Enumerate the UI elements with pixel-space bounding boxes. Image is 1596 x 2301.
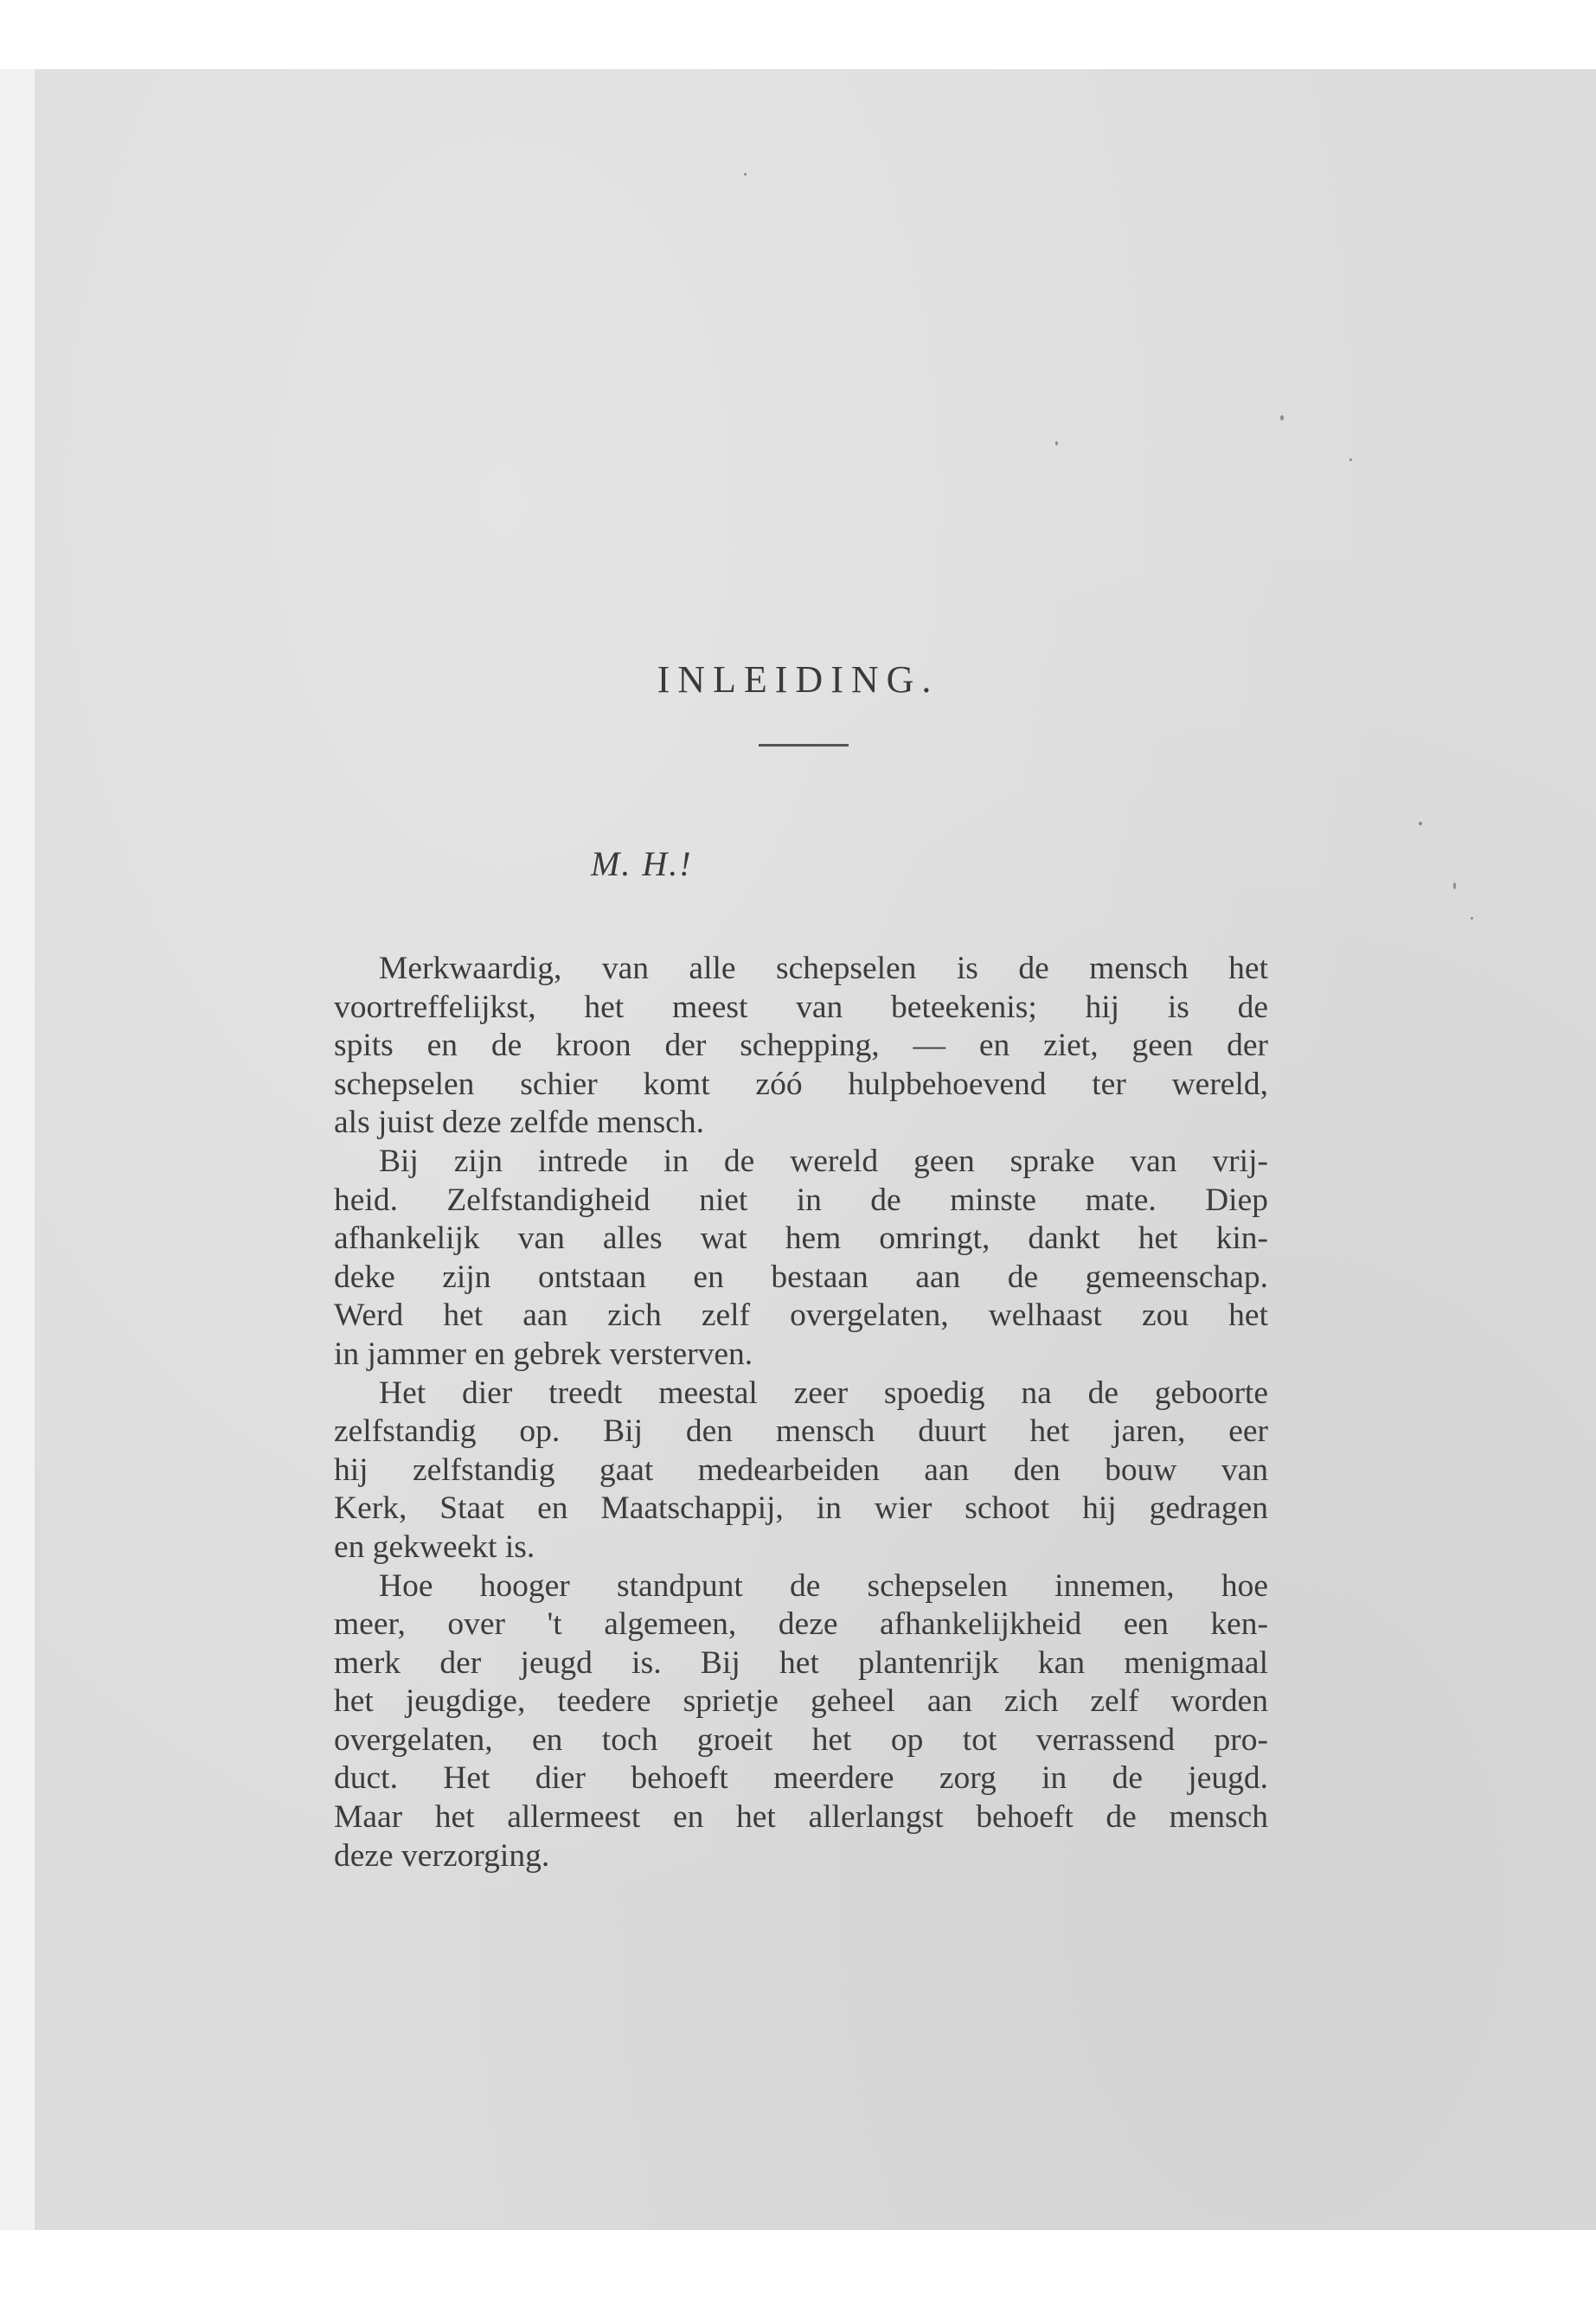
text-line: Hoe hooger standpunt de schepselen innemen, hoe [379,1567,1268,1604]
paper-speck [1280,415,1284,420]
paper-speck [1055,441,1058,445]
text-line: Kerk, Staat en Maatschappij, in wier schoot hij gedragen [334,1490,1268,1527]
paper-speck [1349,458,1352,461]
text-line: Merkwaardig, van alle schepselen is de mensch het [379,951,1268,986]
paper-speck [1453,882,1456,889]
text-line: deke zijn ontstaan en bestaan aan de gemeenschap. [334,1259,1268,1295]
heading-rule [759,744,849,747]
paper-speck [1419,822,1422,825]
text-line: voortreffelijkst, het meest van beteekenis; hij is de [334,989,1268,1025]
section-heading: INLEIDING. [657,658,939,701]
paper-speck [744,173,747,176]
text-line: heid. Zelfstandigheid niet in de minste mate. Diep [334,1182,1268,1218]
text-line: en gekweekt is. [334,1529,535,1565]
text-line: Maar het allermeest en het allerlangst behoeft de mensch [334,1799,1268,1836]
text-line: zelfstandig op. Bij den mensch duurt het jaren, eer [334,1413,1268,1450]
text-line: Werd het aan zich zelf overgelaten, welhaast zou het [334,1298,1268,1334]
paragraph [334,1375,1268,1567]
text-line: overgelaten, en toch groeit het op tot verrassend pro- [334,1721,1268,1758]
scan-margin [0,69,35,2230]
paragraph [334,1567,1268,1876]
text-line: meer, over 't algemeen, deze afhankelijkheid een ken- [334,1606,1268,1643]
text-line: spits en de kroon der schepping, — en ziet, geen der [334,1028,1268,1064]
paragraph [334,1143,1268,1375]
text-line: als juist deze zelfde mensch. [334,1105,704,1141]
text-line: merk der jeugd is. Bij het plantenrijk kan menigmaal [334,1644,1268,1681]
text-line: het jeugdige, teedere sprietje geheel aan zich zelf worden [334,1683,1268,1720]
body-text [334,950,1268,1875]
salutation: M. H.! [591,844,693,883]
text-line: deze verzorging. [334,1837,550,1874]
text-line: hij zelfstandig gaat medearbeiden aan den bouw van [334,1452,1268,1488]
text-line: afhankelijk van alles wat hem omringt, dankt het kin- [334,1221,1268,1257]
paragraph [334,950,1268,1143]
text-line: duct. Het dier behoeft meerdere zorg in de jeugd. [334,1760,1268,1797]
text-line: Bij zijn intrede in de wereld geen sprake van vrij- [379,1143,1268,1179]
text-line: schepselen schier komt zóó hulpbehoevend ter wereld, [334,1066,1268,1102]
text-line: in jammer en gebrek versterven. [334,1336,753,1372]
paper-speck [1471,917,1473,920]
text-line: Het dier treedt meestal zeer spoedig na de geboorte [379,1375,1268,1411]
